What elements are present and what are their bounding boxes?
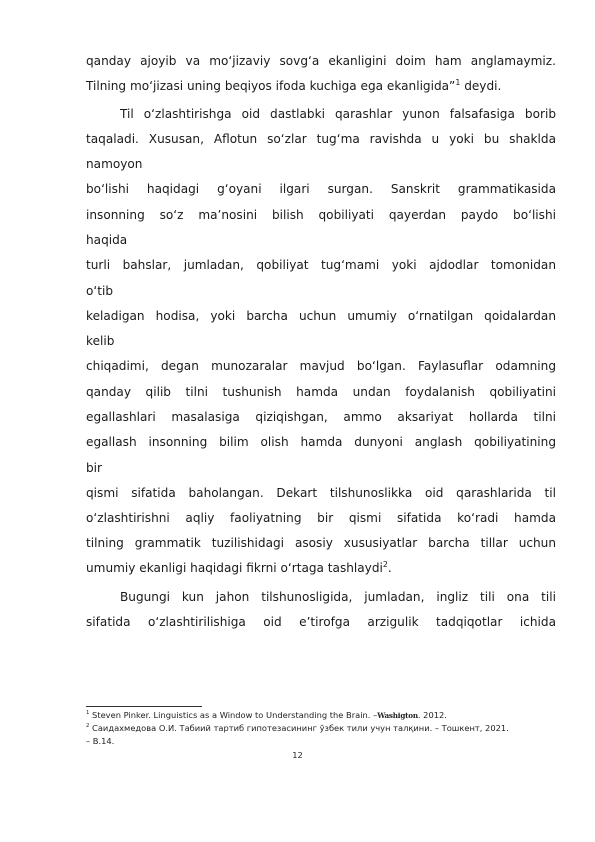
body-line: bo‘lishi haqidagi g‘oyani ilgari surgan. Sanskrit grammatikasida — [86, 182, 556, 196]
body-line: egallashlari masalasiga qiziqishgan, ammo aksariyat hollarda tilni — [86, 410, 556, 424]
footnote-ref: 1 — [455, 77, 461, 87]
body-line: Tilning mo‘jizasi uning beqiyos ifoda kuchiga ega ekanligida”$^1$ deydi. — [86, 77, 502, 93]
body-line: kelib — [86, 334, 115, 348]
footnote-mark: 2 — [86, 723, 90, 730]
body-line: umumiy ekanligi haqidagi fikrni o‘rtaga tashlaydi$^2$. — [86, 559, 392, 575]
footnote-2-continuation: – B.14. — [86, 736, 115, 746]
body-line: turli bahslar, jumladan, qobiliyat tug‘mami yoki ajdodlar tomonidan — [86, 258, 556, 272]
body-line: qanday qilib tilni tushunish hamda undan foydalanish qobiliyatini — [86, 385, 556, 399]
body-line: insonning so‘z ma’nosini bilish qobiliyati qayerdan paydo bo‘lishi — [86, 208, 556, 222]
footnote-place: Washigton — [377, 711, 418, 720]
body-line: bir — [86, 461, 103, 475]
body-line: keladigan hodisa, yoki barcha uchun umumiy o‘rnatilgan qoidalardan — [86, 309, 556, 323]
footnote-1: $^1$ Steven Pinker. Linguistics as a Window to Understanding the Brain. –Washigton. 2012. — [86, 710, 447, 720]
footnote-mark: 1 — [86, 710, 90, 717]
body-line: qismi sifatida baholangan. Dekart tilshunoslikka oid qarashlarida til — [86, 486, 556, 500]
footnote-ref: 2 — [382, 559, 388, 569]
body-line: o‘tib — [86, 284, 114, 298]
body-line: sifatida o‘zlashtirilishiga oid e’tirofga arzigulik tadqiqotlar ichida — [86, 615, 556, 629]
body-line: chiqadimi, degan munozaralar mavjud bo‘lgan. Faylasuflar odamning — [86, 359, 556, 373]
page-number: 12 — [292, 750, 303, 760]
body-line: Bugungi kun jahon tilshunosligida, jumladan, ingliz tili ona tili — [120, 590, 556, 604]
body-line: qanday ajoyib va mo‘jizaviy sovg‘a ekanligini doim ham anglamaymiz. — [86, 54, 556, 68]
body-line: haqida — [86, 233, 128, 247]
body-line: tilning grammatik tuzilishidagi asosiy xususiyatlar barcha tillar uchun — [86, 536, 556, 550]
body-line: egallash insonning bilim olish hamda dunyoni anglash qobiliyatining — [86, 435, 556, 449]
body-line: namoyon — [86, 157, 143, 171]
body-line: Til o‘zlashtirishga oid dastlabki qarashlar yunon falsafasiga borib — [120, 107, 556, 121]
footnote-divider — [86, 706, 202, 707]
body-line: taqaladi. Xususan, Aflotun so‘zlar tug‘ma ravishda u yoki bu shaklda — [86, 132, 556, 146]
footnote-2: $^2$ Саидахмедова О.И. Табиий тартиб гипотезасининг ўзбек тили учун талқини. – Тошкент, 2021. — [86, 723, 509, 733]
body-line: o‘zlashtirishni aqliy faoliyatning bir qismi sifatida ko‘radi hamda — [86, 511, 556, 525]
